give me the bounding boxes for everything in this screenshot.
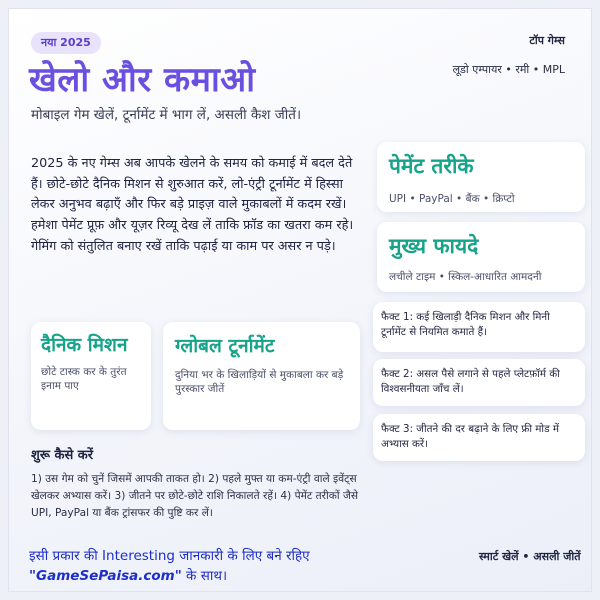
top-games-list: लूडो एम्पायर • रमी • MPL <box>452 63 565 76</box>
daily-mission-card <box>31 322 151 430</box>
footer-suffix: के साथ। <box>181 567 228 584</box>
daily-mission-text: छोटे टास्क कर के तुरंत इनाम पाए <box>41 365 127 392</box>
intro-paragraph: 2025 के नए गेम्स अब आपके खेलने के समय को कमाई में बदल देते हैं। छोटे-छोटे दैनिक मिशन से शुरुआत करें, लो-एंट्री टूर्नामेंट में हिस्सा लेकर अनुभव बढ़ाएँ और फिर बड़े प्राइज़ वाले मुकाबलों में कदम रखें। हमेशा पेमेंट प्रूफ़ और यूज़र रिव्यू देख लें ताकि फ्रॉड का खतरा कम रहे। गेमिंग को संतुलित बनाए रखें ताकि पढ़ाई या काम पर असर न पड़े। <box>31 156 354 254</box>
fact-card: फैक्ट 2: असल पैसे लगाने से पहले प्लेटफ़ॉर्म की विश्वसनीयता जाँच लें। <box>373 359 585 406</box>
site-link[interactable]: "GameSePaisa.com" <box>29 567 182 584</box>
new-badge: नया 2025 <box>31 32 101 54</box>
top-games <box>453 33 565 77</box>
poster <box>8 8 592 592</box>
footer-line: इसी प्रकार की Interesting जानकारी के लिए बने रहिए <box>29 548 310 564</box>
page-title: खेलो और कमाओ <box>29 60 256 100</box>
payment-title: पेमेंट तरीके <box>389 154 474 178</box>
how-to-start-title: शुरू कैसे करें <box>31 448 94 463</box>
benefits-card <box>377 222 585 292</box>
daily-mission-title: दैनिक मिशन <box>41 334 128 356</box>
footer-promo <box>29 547 379 586</box>
fact-card: फैक्ट 1: कई खिलाड़ी दैनिक मिशन और मिनी टूर्नामेंट से नियमित कमाते हैं। <box>373 302 585 352</box>
global-tournament-title: ग्लोबल टूर्नामेंट <box>175 335 275 357</box>
payment-methods: UPI • PayPal • बैंक • क्रिप्टो <box>389 193 515 205</box>
payment-card <box>377 142 585 212</box>
benefits-text: लचीले टाइम • स्किल-आधारित आमदनी <box>389 271 542 283</box>
benefits-title: मुख्य फायदे <box>389 234 479 258</box>
footer-tagline: स्मार्ट खेलें • असली जीतें <box>479 550 581 563</box>
global-tournament-text: दुनिया भर के खिलाड़ियों से मुकाबला कर बड़े पुरस्कार जीतें <box>175 369 344 396</box>
fact-card: फैक्ट 3: जीतने की दर बढ़ाने के लिए फ्री मोड में अभ्यास करें। <box>373 414 585 461</box>
top-games-label: टॉप गेम्स <box>529 34 565 47</box>
how-to-start-text: 1) उस गेम को चुनें जिसमें आपकी ताकत हो। 2) पहले मुफ्त या कम-एंट्री वाले इवेंट्स खेलकर अभ्यास करें। 3) जीतने पर छोटे-छोटे राशि निकालते रहें। 4) पेमेंट तरीकों जैसे UPI, PayPal या बैंक ट्रांसफर की पुष्टि कर लें। <box>31 473 359 519</box>
page-subtitle: मोबाइल गेम खेलें, टूर्नामेंट में भाग लें, असली कैश जीतें। <box>31 107 302 123</box>
global-tournament-card <box>163 322 360 430</box>
